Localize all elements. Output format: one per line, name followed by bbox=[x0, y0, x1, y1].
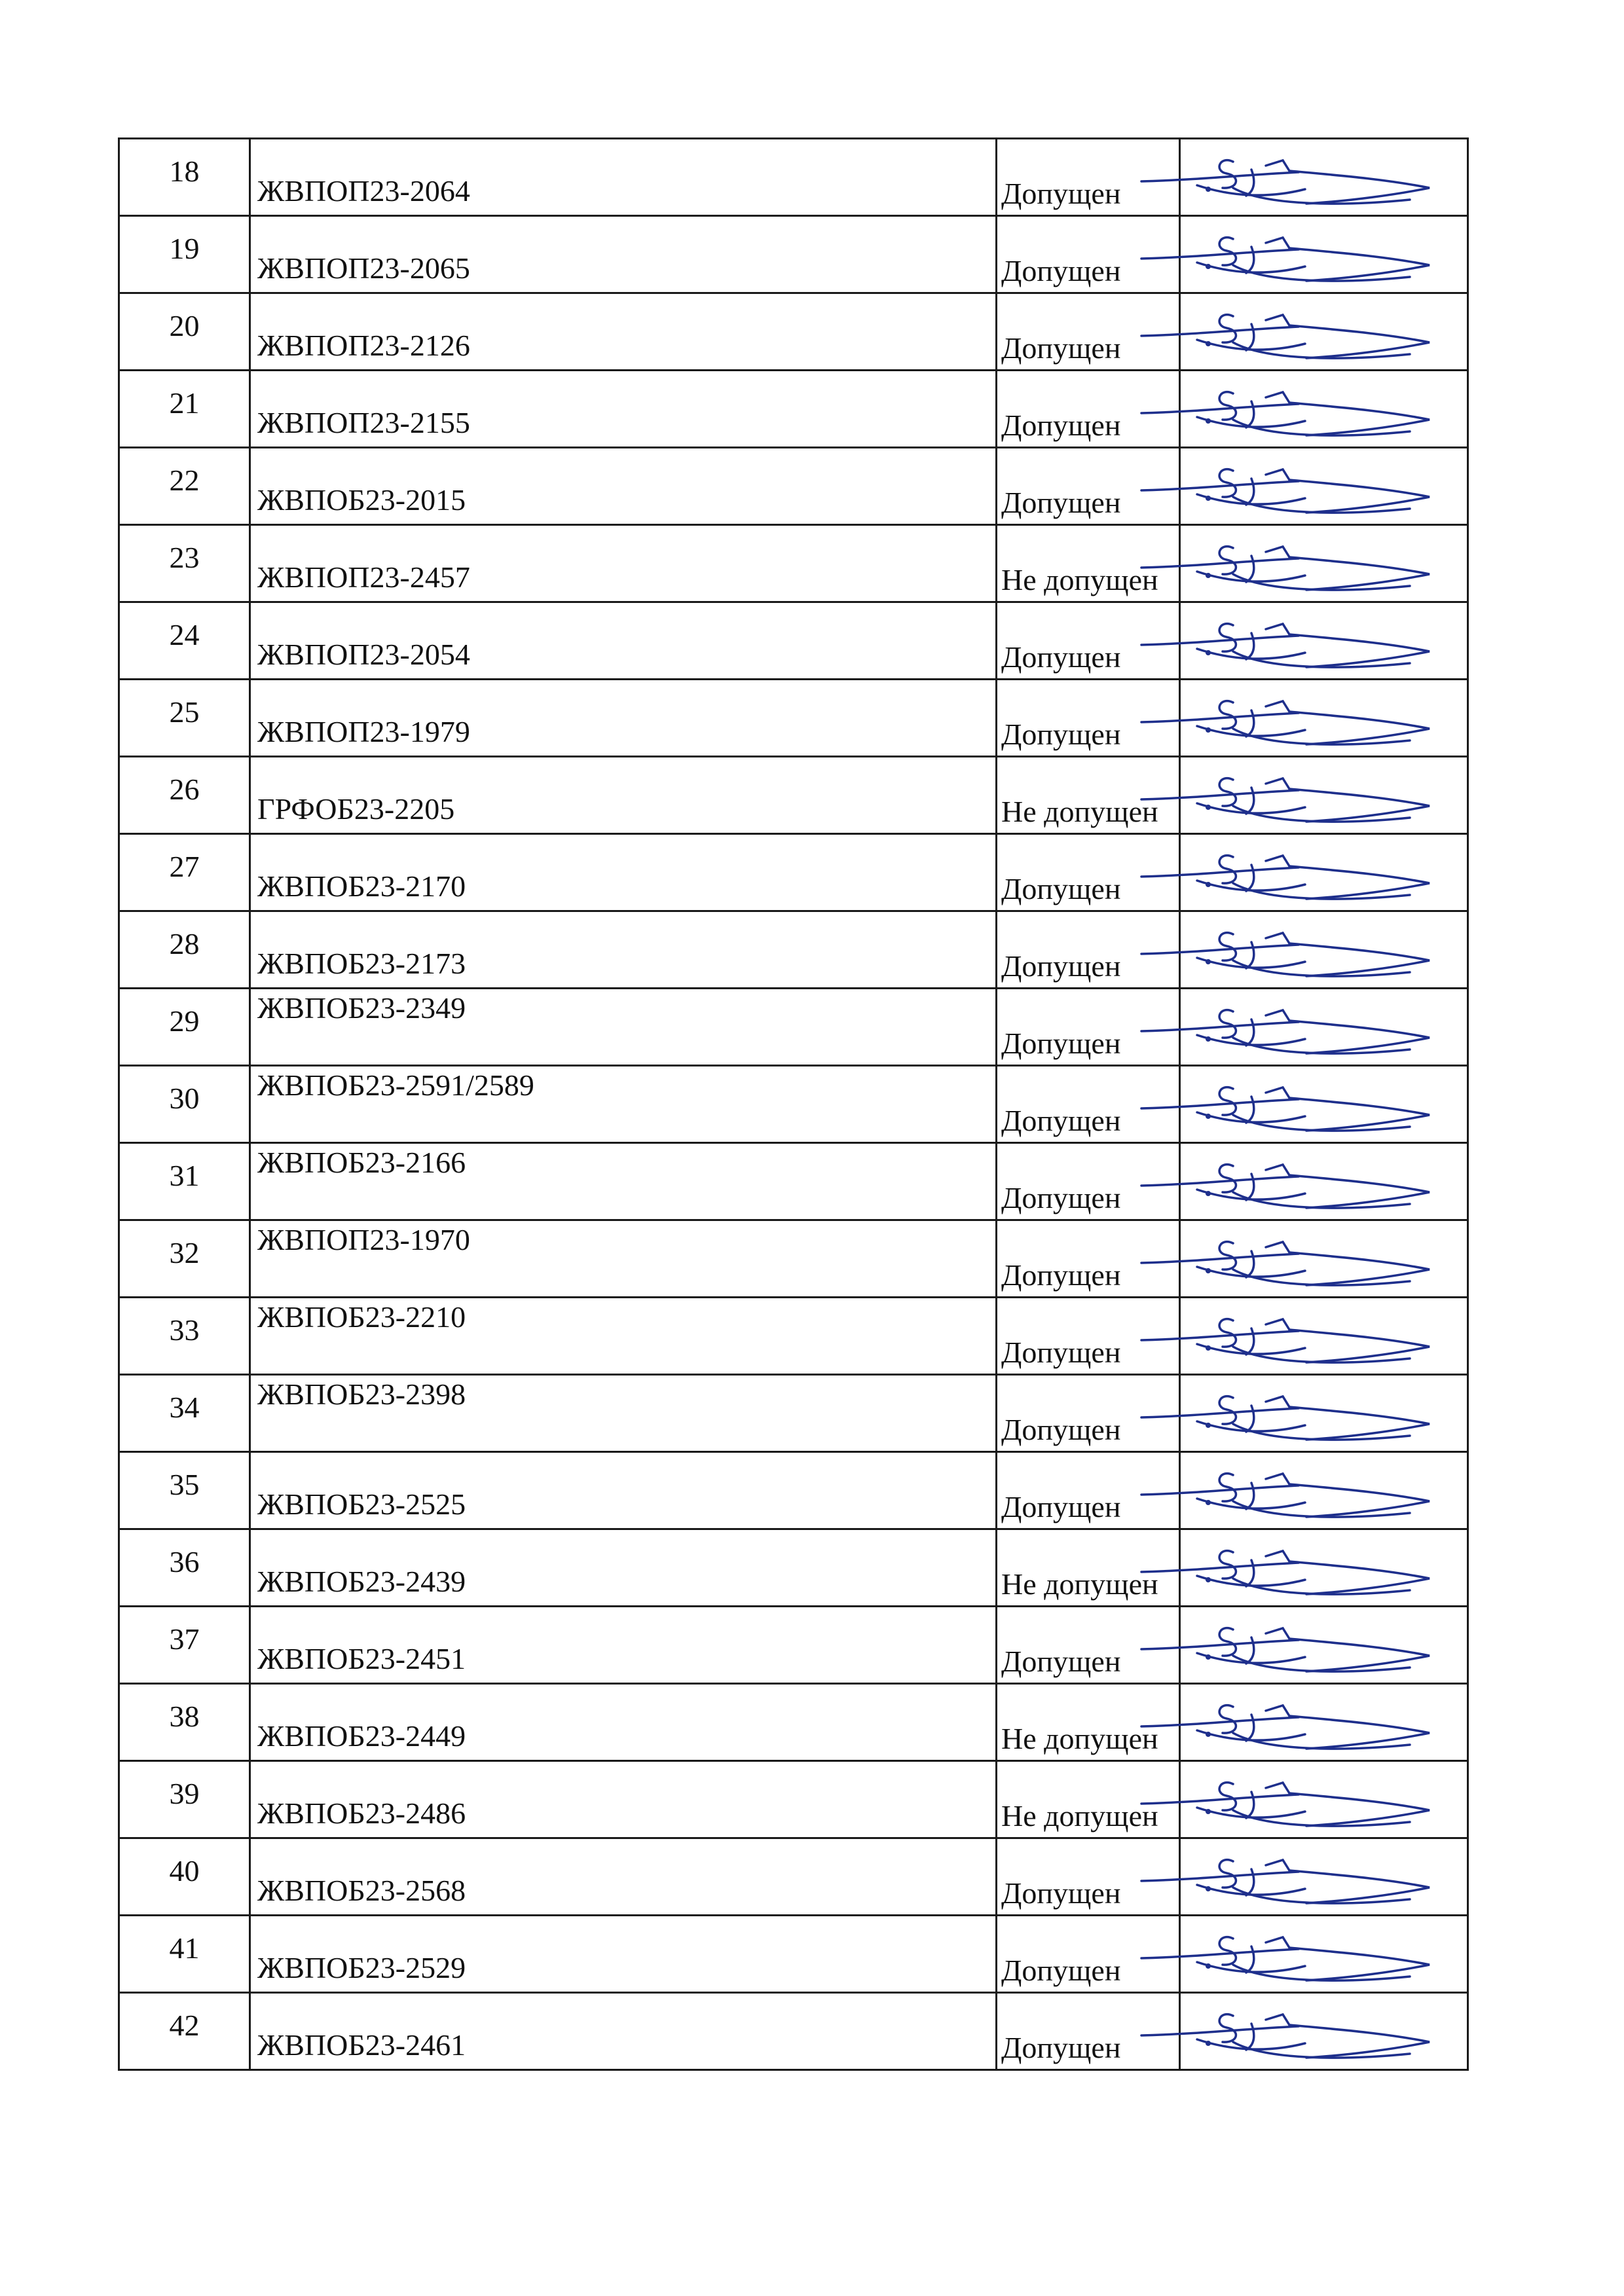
table-row bbox=[119, 1684, 1468, 1761]
applicant-code: ЖВПОБ23-2568 bbox=[257, 1874, 466, 1907]
handwritten-signature bbox=[1135, 915, 1475, 987]
row-number: 40 bbox=[169, 1854, 200, 1887]
applicant-code: ЖВПОБ23-2398 bbox=[257, 1377, 466, 1411]
signature-cell bbox=[1180, 216, 1468, 293]
signature-cell bbox=[1180, 1607, 1468, 1684]
code-cell bbox=[250, 1761, 997, 1838]
signature-cell bbox=[1180, 1916, 1468, 1993]
admission-status: Допущен bbox=[1001, 1104, 1121, 1137]
handwritten-signature bbox=[1135, 528, 1475, 600]
code-cell bbox=[250, 1220, 997, 1298]
handwritten-signature bbox=[1135, 451, 1475, 523]
number-cell bbox=[119, 1993, 250, 2070]
admission-status: Допущен bbox=[1001, 1490, 1121, 1523]
signature-cell bbox=[1180, 1220, 1468, 1298]
applicant-code: ЖВПОБ23-2173 bbox=[257, 947, 466, 980]
applicant-code: ЖВПОП23-2064 bbox=[257, 174, 470, 208]
code-cell bbox=[250, 834, 997, 911]
number-cell bbox=[119, 371, 250, 448]
handwritten-signature bbox=[1135, 760, 1475, 832]
handwritten-signature bbox=[1135, 1996, 1475, 2068]
code-cell bbox=[250, 989, 997, 1066]
row-number: 41 bbox=[169, 1931, 200, 1965]
admission-status: Допущен bbox=[1001, 640, 1121, 674]
signature-cell bbox=[1180, 680, 1468, 757]
row-number: 42 bbox=[169, 2009, 200, 2042]
row-number: 28 bbox=[169, 927, 200, 960]
row-number: 39 bbox=[169, 1777, 200, 1810]
signature-cell bbox=[1180, 989, 1468, 1066]
table-row bbox=[119, 1375, 1468, 1452]
signature-cell bbox=[1180, 448, 1468, 525]
number-cell bbox=[119, 1684, 250, 1761]
row-number: 35 bbox=[169, 1468, 200, 1501]
handwritten-signature bbox=[1135, 1610, 1475, 1682]
code-cell bbox=[250, 1607, 997, 1684]
admission-status: Допущен bbox=[1001, 1954, 1121, 1987]
signature-cell bbox=[1180, 1298, 1468, 1375]
admission-status: Не допущен bbox=[1001, 1567, 1158, 1601]
row-number: 27 bbox=[169, 850, 200, 883]
number-cell bbox=[119, 139, 250, 216]
signature-cell bbox=[1180, 1761, 1468, 1838]
table-row bbox=[119, 1607, 1468, 1684]
admission-status: Не допущен bbox=[1001, 795, 1158, 828]
code-cell bbox=[250, 680, 997, 757]
code-cell bbox=[250, 139, 997, 216]
table-row bbox=[119, 1529, 1468, 1607]
row-number: 18 bbox=[169, 155, 200, 188]
admission-status: Допущен bbox=[1001, 1027, 1121, 1060]
admission-status: Допущен bbox=[1001, 872, 1121, 905]
applicant-code: ЖВПОБ23-2015 bbox=[257, 483, 466, 517]
signature-cell bbox=[1180, 1143, 1468, 1220]
handwritten-signature bbox=[1135, 374, 1475, 446]
applicant-code: ГРФОБ23-2205 bbox=[257, 792, 455, 826]
table-row bbox=[119, 680, 1468, 757]
number-cell bbox=[119, 1298, 250, 1375]
number-cell bbox=[119, 525, 250, 602]
admission-status: Допущен bbox=[1001, 1258, 1121, 1292]
applicant-code: ЖВПОП23-1979 bbox=[257, 715, 470, 748]
table-row bbox=[119, 216, 1468, 293]
applicant-code: ЖВПОБ23-2166 bbox=[257, 1146, 466, 1179]
handwritten-signature bbox=[1135, 1533, 1475, 1605]
table-row bbox=[119, 1220, 1468, 1298]
handwritten-signature bbox=[1135, 1764, 1475, 1836]
applicant-code: ЖВПОБ23-2210 bbox=[257, 1300, 466, 1334]
signature-cell bbox=[1180, 834, 1468, 911]
code-cell bbox=[250, 1838, 997, 1916]
applicant-code: ЖВПОБ23-2525 bbox=[257, 1487, 466, 1521]
row-number: 33 bbox=[169, 1313, 200, 1347]
row-number: 30 bbox=[169, 1082, 200, 1115]
number-cell bbox=[119, 1066, 250, 1143]
number-cell bbox=[119, 989, 250, 1066]
handwritten-signature bbox=[1135, 1069, 1475, 1141]
admission-status: Допущен bbox=[1001, 254, 1121, 287]
number-cell bbox=[119, 1143, 250, 1220]
applicant-code: ЖВПОБ23-2461 bbox=[257, 2028, 466, 2062]
signature-cell bbox=[1180, 139, 1468, 216]
admission-status: Допущен bbox=[1001, 1413, 1121, 1446]
number-cell bbox=[119, 1375, 250, 1452]
row-number: 36 bbox=[169, 1545, 200, 1578]
table-row bbox=[119, 139, 1468, 216]
table-row bbox=[119, 371, 1468, 448]
applicant-code: ЖВПОП23-2155 bbox=[257, 406, 470, 439]
table-row bbox=[119, 448, 1468, 525]
applicant-code: ЖВПОП23-2126 bbox=[257, 329, 470, 362]
signature-cell bbox=[1180, 1375, 1468, 1452]
applicant-code: ЖВПОБ23-2486 bbox=[257, 1796, 466, 1830]
applicant-code: ЖВПОП23-2054 bbox=[257, 638, 470, 671]
signature-cell bbox=[1180, 525, 1468, 602]
table-row bbox=[119, 834, 1468, 911]
admission-status: Допущен bbox=[1001, 718, 1121, 751]
code-cell bbox=[250, 1529, 997, 1607]
code-cell bbox=[250, 602, 997, 680]
signature-cell bbox=[1180, 757, 1468, 834]
row-number: 26 bbox=[169, 773, 200, 806]
signature-cell bbox=[1180, 371, 1468, 448]
number-cell bbox=[119, 680, 250, 757]
signature-cell bbox=[1180, 911, 1468, 989]
table-row bbox=[119, 989, 1468, 1066]
handwritten-signature bbox=[1135, 219, 1475, 291]
handwritten-signature bbox=[1135, 837, 1475, 909]
code-cell bbox=[250, 1375, 997, 1452]
code-cell bbox=[250, 1684, 997, 1761]
admission-status: Не допущен bbox=[1001, 1799, 1158, 1832]
code-cell bbox=[250, 757, 997, 834]
number-cell bbox=[119, 1607, 250, 1684]
applicant-code: ЖВПОП23-1970 bbox=[257, 1223, 470, 1256]
applicant-code: ЖВПОБ23-2529 bbox=[257, 1951, 466, 1984]
table-row bbox=[119, 1761, 1468, 1838]
admission-status: Допущен bbox=[1001, 177, 1121, 210]
table-row bbox=[119, 911, 1468, 989]
row-number: 34 bbox=[169, 1391, 200, 1424]
signature-cell bbox=[1180, 1684, 1468, 1761]
number-cell bbox=[119, 216, 250, 293]
table-body bbox=[119, 139, 1468, 2070]
admission-status: Допущен bbox=[1001, 1181, 1121, 1214]
admission-status: Допущен bbox=[1001, 1336, 1121, 1369]
code-cell bbox=[250, 1916, 997, 1993]
code-cell bbox=[250, 448, 997, 525]
number-cell bbox=[119, 911, 250, 989]
handwritten-signature bbox=[1135, 1687, 1475, 1759]
table-row bbox=[119, 602, 1468, 680]
applicant-code: ЖВПОБ23-2170 bbox=[257, 869, 466, 903]
signature-cell bbox=[1180, 293, 1468, 371]
admission-status: Допущен bbox=[1001, 409, 1121, 442]
code-cell bbox=[250, 525, 997, 602]
applicant-code: ЖВПОБ23-2591/2589 bbox=[257, 1068, 534, 1102]
number-cell bbox=[119, 448, 250, 525]
code-cell bbox=[250, 293, 997, 371]
table-row bbox=[119, 1838, 1468, 1916]
handwritten-signature bbox=[1135, 1455, 1475, 1527]
code-cell bbox=[250, 1993, 997, 2070]
applicant-code: ЖВПОБ23-2449 bbox=[257, 1719, 466, 1753]
signature-cell bbox=[1180, 1529, 1468, 1607]
applicant-code: ЖВПОБ23-2349 bbox=[257, 991, 466, 1025]
table-row bbox=[119, 1066, 1468, 1143]
code-cell bbox=[250, 911, 997, 989]
number-cell bbox=[119, 1220, 250, 1298]
number-cell bbox=[119, 757, 250, 834]
admission-status: Допущен bbox=[1001, 949, 1121, 983]
handwritten-signature bbox=[1135, 606, 1475, 678]
admission-status: Не допущен bbox=[1001, 1722, 1158, 1755]
number-cell bbox=[119, 602, 250, 680]
row-number: 19 bbox=[169, 232, 200, 265]
number-cell bbox=[119, 1529, 250, 1607]
applicant-code: ЖВПОП23-2457 bbox=[257, 560, 470, 594]
row-number: 20 bbox=[169, 309, 200, 342]
row-number: 21 bbox=[169, 386, 200, 420]
handwritten-signature bbox=[1135, 992, 1475, 1064]
table-row bbox=[119, 1298, 1468, 1375]
number-cell bbox=[119, 1838, 250, 1916]
handwritten-signature bbox=[1135, 1146, 1475, 1218]
admission-status: Допущен bbox=[1001, 486, 1121, 519]
row-number: 38 bbox=[169, 1700, 200, 1733]
table-row bbox=[119, 1993, 1468, 2070]
applicant-code: ЖВПОБ23-2439 bbox=[257, 1565, 466, 1598]
table-row bbox=[119, 1452, 1468, 1529]
handwritten-signature bbox=[1135, 1919, 1475, 1991]
row-number: 37 bbox=[169, 1622, 200, 1656]
signature-cell bbox=[1180, 602, 1468, 680]
code-cell bbox=[250, 216, 997, 293]
signature-cell bbox=[1180, 1993, 1468, 2070]
code-cell bbox=[250, 1066, 997, 1143]
applicant-code: ЖВПОП23-2065 bbox=[257, 251, 470, 285]
number-cell bbox=[119, 834, 250, 911]
row-number: 24 bbox=[169, 618, 200, 651]
code-cell bbox=[250, 1143, 997, 1220]
row-number: 29 bbox=[169, 1004, 200, 1038]
table-row bbox=[119, 1916, 1468, 1993]
row-number: 31 bbox=[169, 1159, 200, 1192]
applicant-code: ЖВПОБ23-2451 bbox=[257, 1642, 466, 1675]
table-row bbox=[119, 757, 1468, 834]
number-cell bbox=[119, 293, 250, 371]
signature-cell bbox=[1180, 1452, 1468, 1529]
number-cell bbox=[119, 1761, 250, 1838]
admission-status: Не допущен bbox=[1001, 563, 1158, 596]
admission-status: Допущен bbox=[1001, 331, 1121, 365]
table-row bbox=[119, 1143, 1468, 1220]
row-number: 25 bbox=[169, 695, 200, 729]
row-number: 22 bbox=[169, 464, 200, 497]
admission-table bbox=[118, 137, 1469, 2071]
handwritten-signature bbox=[1135, 142, 1475, 214]
code-cell bbox=[250, 1452, 997, 1529]
signature-cell bbox=[1180, 1066, 1468, 1143]
admission-status: Допущен bbox=[1001, 1876, 1121, 1910]
admission-status: Допущен bbox=[1001, 2031, 1121, 2064]
table-row bbox=[119, 525, 1468, 602]
signature-cell bbox=[1180, 1838, 1468, 1916]
admission-status: Допущен bbox=[1001, 1645, 1121, 1678]
handwritten-signature bbox=[1135, 297, 1475, 369]
handwritten-signature bbox=[1135, 1378, 1475, 1450]
handwritten-signature bbox=[1135, 1842, 1475, 1914]
code-cell bbox=[250, 1298, 997, 1375]
row-number: 32 bbox=[169, 1236, 200, 1269]
handwritten-signature bbox=[1135, 1301, 1475, 1373]
code-cell bbox=[250, 371, 997, 448]
handwritten-signature bbox=[1135, 1224, 1475, 1296]
table-row bbox=[119, 293, 1468, 371]
number-cell bbox=[119, 1916, 250, 1993]
handwritten-signature bbox=[1135, 683, 1475, 755]
row-number: 23 bbox=[169, 541, 200, 574]
number-cell bbox=[119, 1452, 250, 1529]
